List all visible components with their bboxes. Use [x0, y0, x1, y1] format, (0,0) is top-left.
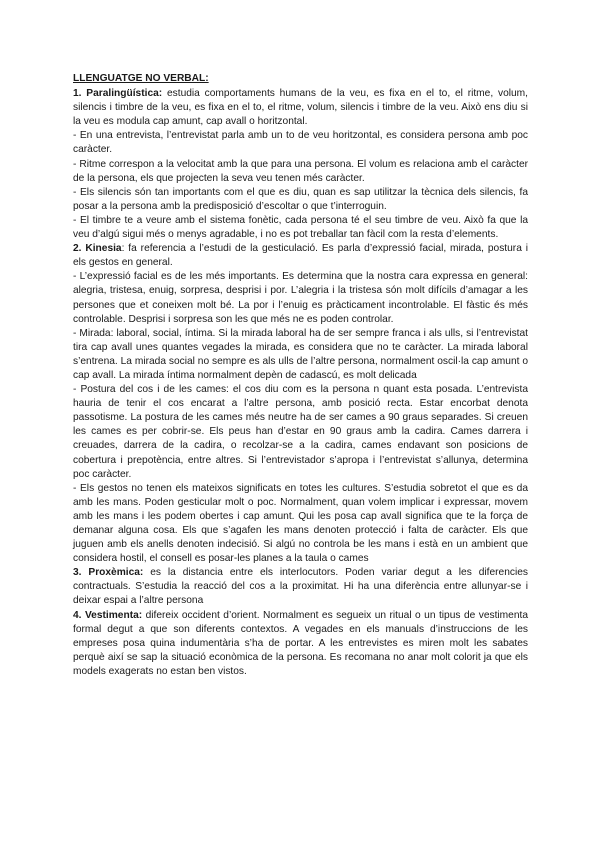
document-title: LLENGUATGE NO VERBAL:	[73, 73, 209, 84]
section-heading: 3. Proxèmica:	[73, 567, 144, 579]
bullet-paragraph: - L’expressió facial es de les més importants. Es determina que la nostra cara expressa en general: alegria, tristesa, enuig, sorpresa, desprisi i por. L’alegria i la tristesa són molt difícils d’amagar a les persones que et coneixen molt bé. La por i l’enuig es pràcticament incontrolable. El fàstic és més controlable. Desprisi i sorpresa son les que més ne es poden controlar.	[73, 271, 528, 325]
section-heading: 4. Vestimenta:	[73, 609, 143, 621]
bullet-paragraph: - Ritme correspon a la velocitat amb la que para una persona. El volum es relaciona amb el caràcter de la persona, els que projecten la seva veu tenen més caràcter.	[73, 158, 528, 184]
section-intro-text: difereix occident d’orient. Normalment es segueix un ritual o un tipus de vestimenta formal degut a que son diferents contextos. A vegades en els manuals d’instruccions de les empreses posa quina indumentària s’ha de portar. A les entrevistes es miren molt les sabates perquè així se sap la situació econòmica de la persona. Es recomana no anar molt colorit ja que els models exagerats no estan ben vistos.	[73, 609, 528, 677]
section-intro-text: estudia comportaments humans de la veu, es fixa en el to, el ritme, volum, silencis i timbre de la veu, es fixa en el to, el ritme, volum, silencis i timbre de la veu. Això ens diu si la veu es modula cap amunt, cap avall o horitzontal.	[73, 88, 528, 128]
section-paralinguistica-intro	[73, 87, 528, 129]
section-proxemica-intro	[73, 566, 528, 608]
bullet-paragraph: - Els silencis són tan importants com el que es diu, quan es sap utilitzar la tècnica dels silencis, fa posar a la persona amb la predisposició d’escoltar o que t’interroguin.	[73, 186, 528, 212]
section-intro-text: : fa referencia a l’estudi de la gesticulació. Es parla d’expressió facial, mirada, postura i els gestos en general.	[73, 243, 528, 269]
section-heading: 2. Kinesia	[73, 243, 122, 255]
bullet-paragraph: - Els gestos no tenen els mateixos significats en totes les cultures. S’estudia sobretot el que es da amb les mans. Poden gesticular molt o poc. Normalment, quan volem implicar i expressar, movem amb les mans i les podem obertes i cap amunt. Qui les posa cap avall significa que te la força de demanar alguna cosa. Els que s’agafen les mans denoten protecció i falta de caràcter. Els que juguen amb els anells denoten indecisió. Si algú no controla be les mans i està en un ambient que considera hostil, el consell es posar-les planes a la taula o cames	[73, 482, 528, 565]
section-kinesia-intro	[73, 242, 528, 270]
section-vestimenta-intro	[73, 609, 528, 679]
section-intro-text: es la distancia entre els interlocutors. Poden variar degut a les diferencies contractuals. S’estudia la reacció del cos a la proximitat. Hi ha una diferència entre allunyar-se i deixar espai a l’altre persona	[73, 567, 528, 607]
bullet-paragraph: - Mirada: laboral, social, íntima. Si la mirada laboral ha de ser sempre franca i als ulls, si l’entrevistat tira cap avall unes quantes vegades la mirada, es considera que no te caràcter. La mirada laboral s’entrena. La mirada social no sempre es als ulls de l’altre persona, normalment oscil·la cap amunt o cap avall. La mirada íntima normalment depèn de cadascú, es molt delicada	[73, 327, 528, 381]
section-heading: 1. Paralingüística:	[73, 88, 163, 100]
bullet-paragraph: - En una entrevista, l’entrevistat parla amb un to de veu horitzontal, es considera persona amb poc caràcter.	[73, 130, 528, 156]
document-page	[73, 72, 528, 679]
bullet-paragraph: - Postura del cos i de les cames: el cos diu com es la persona n quant esta posada. L’entrevista hauria de tenir el cos encarat a l’altre persona, amb posició recta. Estar encorbat denota passotisme. La postura de les cames més neutre ha de ser cames a 90 graus separades. Si creuen les cames es per cobrir-se. Els peus han d’estar en 90 graus amb la cadira. Cames darrera i creuades, darrera de la cadira, o recolzar-se a la cadira, cames endavant son posicions de cobertura i prepotència, entre altres. Si l’entrevistador s’apropa i l’entrevistat s’allunya, determina poc caràcter.	[73, 384, 528, 480]
bullet-paragraph: - El timbre te a veure amb el sistema fonètic, cada persona té el seu timbre de veu. Això fa que la veu d’algú sigui més o menys agradable, i no es pot treballar tan fàcil com la resta d’elements.	[73, 214, 528, 241]
